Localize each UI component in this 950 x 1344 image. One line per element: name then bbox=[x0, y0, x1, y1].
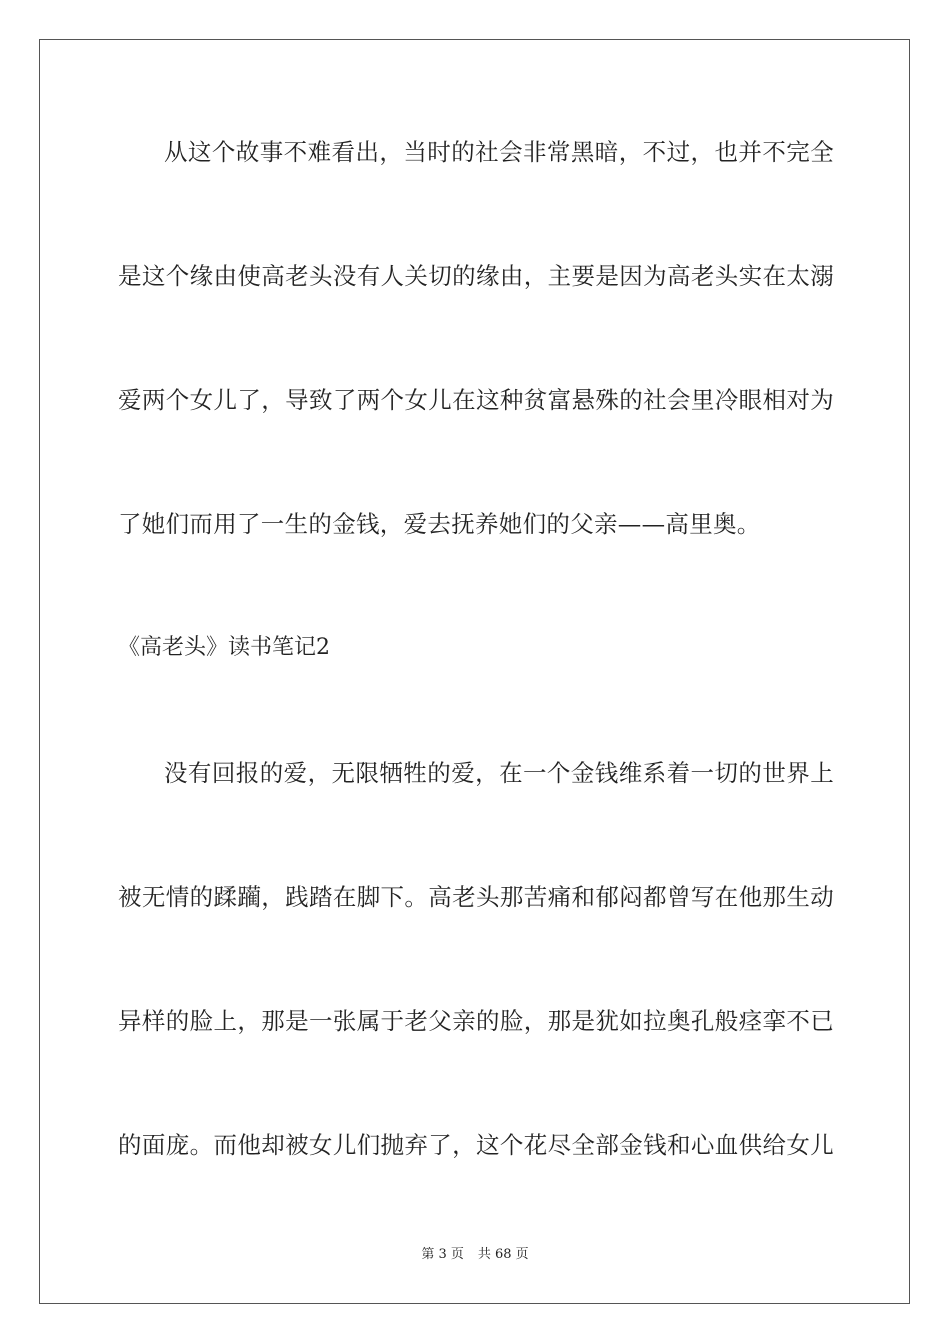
paragraph-line: 没有回报的爱，无限牺牲的爱，在一个金钱维系着一切的世界上 bbox=[164, 759, 834, 787]
page-number: 第 3 页 bbox=[421, 1247, 464, 1262]
page-frame bbox=[39, 39, 910, 1304]
paragraph-line: 的面庞。而他却被女儿们抛弃了，这个花尽全部金钱和心血供给女儿 bbox=[118, 1131, 834, 1159]
page-total: 共 68 页 bbox=[477, 1247, 529, 1262]
page-footer bbox=[0, 1246, 950, 1264]
paragraph-line: 了她们而用了一生的金钱，爱去抚养她们的父亲——高里奥。 bbox=[118, 510, 761, 538]
section-heading: 《高老头》读书笔记2 bbox=[118, 635, 330, 660]
paragraph-line: 被无情的蹂躏，践踏在脚下。高老头那苦痛和郁闷都曾写在他那生动 bbox=[118, 883, 834, 911]
paragraph-line: 爱两个女儿了，导致了两个女儿在这种贫富悬殊的社会里冷眼相对为 bbox=[118, 386, 834, 414]
paragraph-line: 是这个缘由使高老头没有人关切的缘由，主要是因为高老头实在太溺 bbox=[118, 262, 834, 290]
paragraph-line: 异样的脸上，那是一张属于老父亲的脸，那是犹如拉奥孔般痉挛不已 bbox=[118, 1007, 834, 1035]
paragraph-line: 从这个故事不难看出，当时的社会非常黑暗，不过，也并不完全 bbox=[164, 138, 834, 166]
